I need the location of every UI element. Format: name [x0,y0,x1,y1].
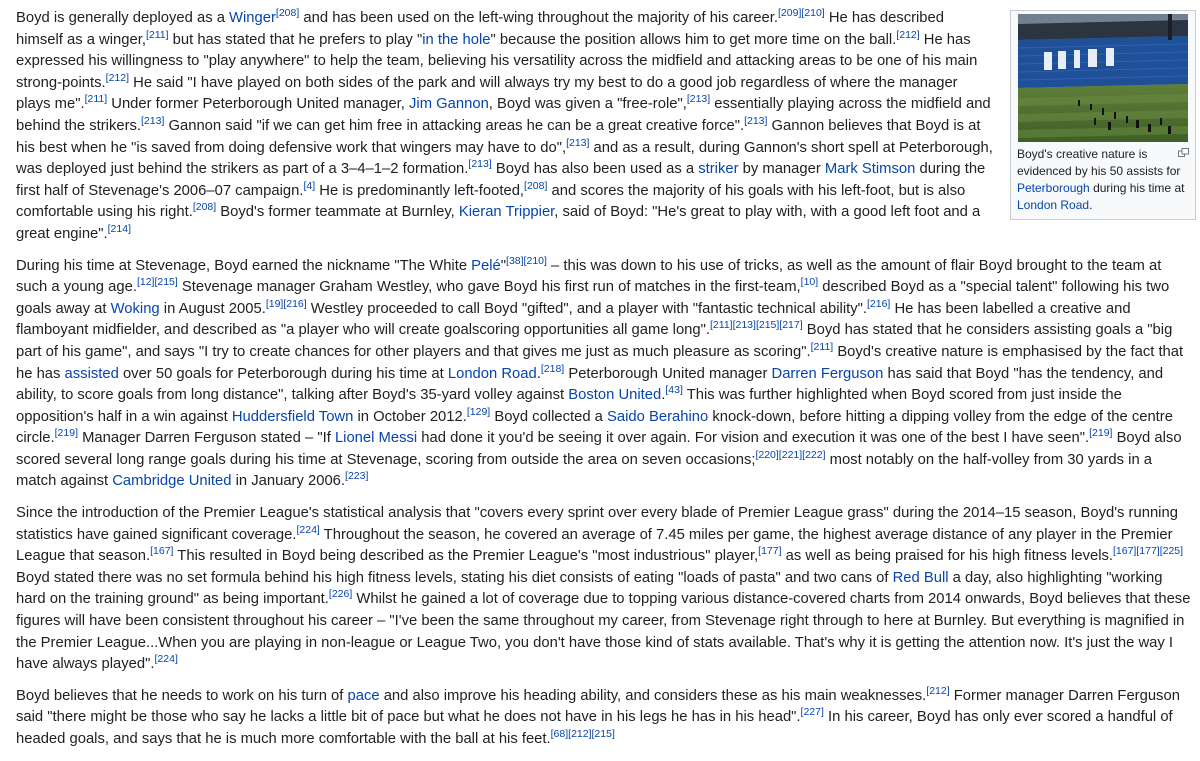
body-text: but has stated that he prefers to play " [169,32,423,48]
citation-link[interactable]: [19][216] [266,298,307,310]
citation-ref[interactable] [329,589,352,601]
wiki-link[interactable]: Lionel Messi [335,430,417,446]
citation-link[interactable]: [218] [541,363,564,375]
wiki-link[interactable]: Woking [111,301,160,317]
citation-link[interactable]: [208] [193,201,216,213]
citation-ref[interactable] [303,180,315,192]
citation-ref[interactable] [137,276,178,288]
article-body [16,8,1196,761]
wiki-link[interactable]: Cambridge United [112,473,231,489]
body-text: Under former Peterborough United manager, [107,96,409,112]
body-text: in January 2006. [232,473,346,489]
citation-link[interactable]: [211] [811,341,834,353]
citation-ref[interactable] [108,223,131,235]
citation-link[interactable]: [212] [106,72,129,84]
citation-link[interactable]: [223] [345,471,368,483]
wiki-link[interactable]: Kieran Trippier [459,204,554,220]
body-text: in October 2012. [353,409,467,425]
body-text: He said "I have played on both sides of the park and will always try my best to do a good job regardless of where the manager plays me". [16,75,958,113]
body-text: " because the position allows him to get more time on the ball. [491,32,897,48]
citation-ref[interactable] [758,545,781,557]
citation-link[interactable]: [213] [687,93,710,105]
enlarge-icon[interactable] [1178,148,1189,157]
citation-link[interactable]: [68][212][215] [551,728,615,740]
body-text: Stevenage manager Graham Westley, who gave Boyd his first run of matches in the first-team, [178,279,801,295]
citation-ref[interactable] [867,298,890,310]
citation-link[interactable]: [213] [744,115,767,127]
citation-link[interactable]: [4] [303,180,315,192]
citation-link[interactable]: [219] [55,427,78,439]
body-text: Boyd is generally deployed as a [16,10,229,26]
citation-link[interactable]: [212] [896,29,919,41]
thumbnail-box [1010,10,1196,220]
citation-link[interactable]: [209][210] [778,7,825,19]
body-text: essentially playing across the midfield and behind the strikers. [16,96,991,134]
citation-link[interactable]: [12][215] [137,276,178,288]
body-text: Boyd stated there was no set formula behind his high fitness levels, stating his diet consists of eating "loads of pasta" and two cans of [16,570,893,586]
citation-ref[interactable] [146,29,169,41]
citation-ref[interactable] [296,524,319,536]
caption-link-london-road[interactable]: London Road [1017,198,1089,212]
body-text: Boyd has also been used as a [492,161,698,177]
body-text: Gannon believes that Boyd is at his best when he "is saved from doing defensive work that wingers may have to do", [16,118,980,156]
body-text: during the first half of Stevenage's 2006–07 campaign. [16,161,985,199]
citation-ref[interactable] [276,7,299,19]
body-text: During his time at Stevenage, Boyd earned the nickname "The White [16,258,471,274]
body-text: Boyd believes that he needs to work on his turn of [16,688,348,704]
body-text: and also improve his heading ability, and considers these as his main weaknesses. [380,688,927,704]
citation-ref[interactable] [778,7,825,19]
body-text: as well as being praised for his high fitness levels. [782,548,1113,564]
wiki-link[interactable]: Darren Ferguson [772,366,884,382]
body-text: In his career, Boyd has only ever scored a handful of headed goals, and says that he is much more comfortable with the ball at his feet. [16,709,1173,747]
citation-link[interactable]: [43] [665,384,683,396]
citation-link[interactable]: [213] [141,115,164,127]
citation-link[interactable]: [213] [566,137,589,149]
body-text: Former manager Darren Ferguson said "there might be those who say he lacks a little bit of pace but what he does not have in his legs he has in his head". [16,688,1180,726]
citation-link[interactable]: [226] [329,589,352,601]
body-text: by manager [739,161,825,177]
body-text: over 50 goals for Peterborough during his time at [119,366,448,382]
wiki-link[interactable]: Huddersfield Town [232,409,353,425]
caption-text: Boyd's creative nature is evidenced by his 50 assists for [1017,147,1180,178]
body-text: in August 2005. [160,301,266,317]
citation-ref[interactable] [755,449,825,461]
body-text: Boyd's creative nature is emphasised by the fact that he has [16,344,1183,382]
wiki-link[interactable]: in the hole [422,32,490,48]
citation-ref[interactable] [193,201,216,213]
body-text: , said of Boyd: "He's great to play with, with a good left foot and a great engine". [16,204,980,242]
body-text: , Boyd was given a "free-role", [489,96,687,112]
body-text: Boyd collected a [490,409,607,425]
wiki-link[interactable]: assisted [65,366,119,382]
caption-text: during his time at [1090,181,1185,195]
wiki-link[interactable]: Red Bull [893,570,949,586]
wiki-link[interactable]: Boston United [568,387,661,403]
citation-ref[interactable] [345,471,368,483]
paragraph-stevenage-nickname [16,256,1196,494]
citation-link[interactable]: [219] [1089,427,1112,439]
citation-link[interactable]: [208] [524,180,547,192]
citation-ref[interactable] [467,406,490,418]
citation-ref[interactable] [524,180,547,192]
body-text: Throughout the season, he covered an average of 7.45 miles per game, the highest average distance of any player in the Premier League that season. [16,527,1173,565]
citation-link[interactable]: [224] [155,653,178,665]
stadium-photo[interactable] [1018,14,1188,142]
wiki-link[interactable]: pace [348,688,380,704]
citation-link[interactable]: [216] [867,298,890,310]
body-text: He is predominantly left-footed, [315,183,524,199]
wiki-link[interactable]: Winger [229,10,276,26]
caption-text: . [1089,198,1092,212]
citation-ref[interactable] [266,298,307,310]
citation-link[interactable]: [212] [926,685,949,697]
body-text: a day, also highlighting "working hard on the training ground" as being important. [16,570,1162,608]
citation-ref[interactable] [811,341,834,353]
wiki-link[interactable]: Mark Stimson [825,161,915,177]
citation-link[interactable]: [129] [467,406,490,418]
body-text: He has described himself as a winger, [16,10,944,48]
citation-link[interactable]: [10] [801,276,819,288]
citation-ref[interactable] [926,685,949,697]
citation-ref[interactable] [801,706,824,718]
citation-ref[interactable] [687,93,710,105]
body-text: " [501,258,506,274]
citation-ref[interactable] [566,137,589,149]
body-text: Boyd has stated that he considers assisting goals a "big part of his game", and says "I try to create chances for other players and that gives me just as much pleasure as scoring". [16,322,1172,360]
body-text: and scores the majority of his goals with his left-foot, but is also comfortable using his right. [16,183,965,221]
citation-ref[interactable] [551,728,615,740]
body-text: most notably on the half-volley from 30 yards in a match against [16,452,1152,490]
body-text: Boyd's former teammate at Burnley, [216,204,459,220]
citation-ref[interactable] [150,545,173,557]
body-text: had done it you'd be seeing it over again. For vision and execution it was one of the best I have seen". [417,430,1089,446]
wiki-link[interactable]: Saido Berahino [607,409,708,425]
citation-ref[interactable] [155,653,178,665]
body-text: and as a result, during Gannon's short spell at Peterborough, was deployed just behind the strikers as part of a 3–4–1–2 formation. [16,140,993,178]
citation-link[interactable]: [167][177][225] [1113,545,1183,557]
citation-link[interactable]: [213] [468,158,491,170]
citation-ref[interactable] [1113,545,1183,557]
body-text: He has expressed his willingness to "play anywhere" to help the team, believing his versatility across the midfield and attacking areas to be one of his main strong-points. [16,32,977,91]
citation-link[interactable]: [214] [108,223,131,235]
body-text: . [537,366,541,382]
citation-ref[interactable] [506,255,547,267]
wiki-link[interactable]: Jim Gannon [409,96,489,112]
body-text: This was further highlighted when Boyd scored from just inside the opposition's half in a win against [16,387,1122,425]
citation-link[interactable]: [220][221][222] [755,449,825,461]
body-text: Westley proceeded to call Boyd "gifted", and a player with "fantastic technical ability". [307,301,867,317]
citation-link[interactable]: [227] [801,706,824,718]
citation-link[interactable]: [177] [758,545,781,557]
citation-ref[interactable] [744,115,767,127]
citation-ref[interactable] [468,158,491,170]
citation-ref[interactable] [85,93,108,105]
paragraph-weaknesses [16,686,1196,751]
citation-ref[interactable] [106,72,129,84]
citation-link[interactable]: [211][213][215][217] [710,319,803,331]
citation-link[interactable]: [211] [146,29,169,41]
body-text: Boyd also scored several long range goals during his time at Stevenage, scoring from outside the area on seven occasions; [16,430,1182,468]
wiki-link[interactable]: London Road [448,366,537,382]
body-text: Whilst he gained a lot of coverage due to topping various distance-covered charts from 2014 onwards, Boyd believes that these figures will have been consistent throughout his career – "I've been the same throughout my career, from Stevenage right through to here at Burnley. But everything is magnified in the Premier League...When you are playing in non-league or League Two, you don't have those kind of stats available. That's why it is getting the attention now. It's just the way I have always played". [16,591,1190,672]
thumbnail-caption [1014,142,1192,216]
wiki-link[interactable]: striker [698,161,738,177]
body-text: and has been used on the left-wing throughout the majority of his career. [299,10,778,26]
citation-ref[interactable] [141,115,164,127]
body-text: Since the introduction of the Premier League's statistical analysis that "covers every sprint over every blade of Premier League grass" during the 2014–15 season, Boyd's running statistics have gained significant coverage. [16,505,1178,543]
body-text: has said that Boyd "has the tendency, and ability, to score goals from long distance", talking after Boyd's 35-yard volley against [16,366,1163,404]
citation-ref[interactable] [541,363,564,375]
body-text: This resulted in Boyd being described as the Premier League's "most industrious" player, [173,548,758,564]
body-text: He has been labelled a creative and flamboyant midfielder, and described as "a player who will create goalscoring opportunities all game long". [16,301,1131,339]
citation-ref[interactable] [896,29,919,41]
citation-ref[interactable] [55,427,78,439]
citation-link[interactable]: [224] [296,524,319,536]
body-text: Manager Darren Ferguson stated – "If [78,430,335,446]
body-text: Peterborough United manager [564,366,771,382]
citation-ref[interactable] [710,319,803,331]
body-text: described Boyd as a "special talent" following his two goals away at [16,279,1169,317]
body-text: Gannon said "if we can get him free in attacking areas he can be a great creative force". [164,118,744,134]
citation-link[interactable]: [38][210] [506,255,547,267]
citation-ref[interactable] [1089,427,1112,439]
citation-ref[interactable] [801,276,819,288]
citation-link[interactable]: [208] [276,7,299,19]
body-text: – this was down to his use of tricks, as well as the amount of flair Boyd brought to the team at such a young age. [16,258,1161,296]
citation-ref[interactable] [665,384,683,396]
citation-link[interactable]: [211] [85,93,108,105]
body-text: . [661,387,665,403]
citation-link[interactable]: [167] [150,545,173,557]
caption-link-peterborough[interactable]: Peterborough [1017,181,1090,195]
paragraph-fitness-statistics [16,503,1196,676]
wiki-link[interactable]: Pelé [471,258,501,274]
body-text: knock-down, before hitting a dipping volley from the edge of the centre circle. [16,409,1173,447]
